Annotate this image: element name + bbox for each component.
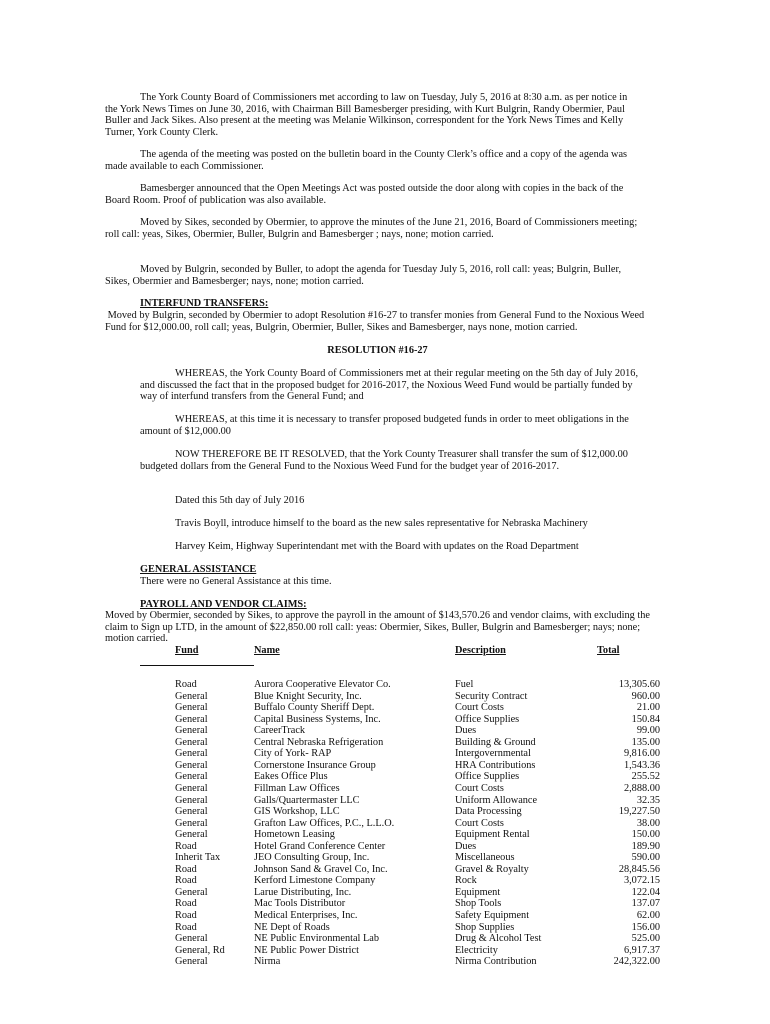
cell-name: Hometown Leasing [254, 829, 335, 841]
paragraph-payroll-motion: Moved by Obermier, seconded by Sikes, to approve the payroll in the amount of $143,570.26 and vendor claims, with excluding the claim to Sign up LTD, in the amount of $22,850.00 roll call: yeas: Obermier, Sikes, Buller, Bulgrin and Bamesberger; nays; none; motion carried. [105, 610, 650, 645]
cell-name: Buffalo County Sheriff Dept. [254, 702, 375, 714]
paragraph-resolved: NOW THEREFORE BE IT RESOLVED, that the York County Treasurer shall transfer the sum of $12,000.00 budgeted dollars from the General Fund to the Noxious Weed Fund for the budget year of 2016-2017. [140, 449, 628, 472]
cell-fund: General [175, 806, 208, 818]
cell-description: Office Supplies [455, 771, 520, 783]
cell-fund: General [175, 748, 208, 760]
paragraph-interfund-motion: Moved by Bulgrin, seconded by Obermier to adopt Resolution #16-27 to transfer monies from General Fund to the Noxious Weed Fund for $12,000.00, roll call; yeas, Bulgrin, Obermier, Buller, Sikes and Bamesberger, nays none, motion carried. [105, 310, 647, 333]
cell-fund: General [175, 886, 208, 898]
column-header-fund: Fund [175, 645, 199, 656]
cell-total: 28,845.56 [618, 863, 660, 875]
cell-total: 1,543.36 [623, 759, 660, 771]
cell-total: 590.00 [631, 852, 660, 864]
cell-fund: General [175, 713, 208, 725]
paragraph-whereas-2: WHEREAS, at this time it is necessary to transfer proposed budgeted funds in order to meet obligations in the amount of $12,000.00 [140, 414, 629, 437]
cell-total: 9,816.00 [623, 748, 660, 760]
table-row [0, 737, 770, 749]
cell-description: Equipment Rental [455, 829, 530, 841]
table-row [0, 887, 770, 899]
table-row [0, 725, 770, 737]
cell-fund: Inherit Tax [175, 852, 221, 864]
cell-name: Blue Knight Security, Inc. [254, 690, 362, 702]
paragraph-boyll-introduction: Travis Boyll, introduce himself to the board as the new sales representative for Nebraska Machinery [175, 518, 588, 529]
cell-description: Safety Equipment [455, 910, 530, 921]
table-row [0, 771, 770, 783]
cell-fund: Road [175, 921, 197, 933]
cell-name: Grafton Law Offices, P.C., L.L.O. [254, 817, 395, 829]
table-row [0, 841, 770, 853]
cell-description: Electricity [455, 944, 498, 956]
table-row [0, 945, 770, 957]
cell-name: Capital Business Systems, Inc. [254, 713, 381, 725]
cell-description: Uniform Allowance [455, 794, 538, 806]
cell-name: Mac Tools Distributor [254, 898, 346, 910]
table-row [0, 691, 770, 703]
heading-payroll-vendor-claims: PAYROLL AND VENDOR CLAIMS: [140, 599, 307, 610]
paragraph-agenda-posted: The agenda of the meeting was posted on the bulletin board in the County Clerk’s office and a copy of the agenda was made available to each Commissioner. [105, 149, 628, 172]
cell-fund: Road [175, 840, 197, 852]
paragraph-whereas-1: WHEREAS, the York County Board of Commissioners met at their regular meeting on the 5th day of July 2016, and discussed the fact that in the proposed budget for 2016-2017, the Noxious Weed Fund would be partially funded by way of interfund transfers from the General Fund; and [140, 368, 639, 403]
cell-description: Shop Supplies [455, 921, 515, 933]
table-row [0, 898, 770, 910]
cell-description: Court Costs [455, 817, 504, 829]
cell-total: 255.52 [631, 771, 660, 783]
cell-total: 99.00 [636, 725, 660, 737]
table-row [0, 795, 770, 807]
cell-total: 122.04 [631, 886, 660, 898]
cell-name: Kerford Limestone Company [254, 875, 376, 887]
cell-name: JEO Consulting Group, Inc. [254, 852, 370, 864]
table-row [0, 702, 770, 714]
cell-fund: General [175, 725, 208, 737]
cell-name: Central Nebraska Refrigeration [254, 736, 384, 748]
cell-total: 38.00 [636, 817, 660, 829]
cell-fund: General [175, 736, 208, 748]
cell-total: 6,917.37 [623, 944, 660, 956]
cell-total: 62.00 [636, 910, 660, 921]
cell-total: 242,322.00 [613, 956, 660, 968]
cell-name: Larue Distributing, Inc. [254, 886, 352, 898]
table-row [0, 875, 770, 887]
cell-fund: General [175, 702, 208, 714]
cell-name: City of York- RAP [254, 748, 332, 760]
cell-description: Shop Tools [455, 898, 502, 910]
paragraph-dated: Dated this 5th day of July 2016 [175, 495, 305, 506]
cell-description: Building & Ground [455, 736, 536, 748]
header-divider [140, 665, 254, 666]
paragraph-minutes-approval: Moved by Sikes, seconded by Obermier, to approve the minutes of the June 21, 2016, Board of Commissioners meeting; roll call: yeas, Sikes, Obermier, Buller, Bulgrin and Bamesberger ; nays, none; motion carried. [105, 217, 638, 240]
cell-description: Equipment [455, 886, 501, 898]
cell-name: CareerTrack [254, 725, 306, 737]
cell-total: 32.35 [636, 794, 660, 806]
paragraph-agenda-adoption: Moved by Bulgrin, seconded by Buller, to adopt the agenda for Tuesday July 5, 2016, roll call: yeas; Bulgrin, Buller, Sikes, Obermier and Bamesberger; nays, none; motion carried. [105, 264, 622, 287]
paragraph-keim-update: Harvey Keim, Highway Superintendant met with the Board with updates on the Road Department [175, 541, 579, 552]
cell-name: Aurora Cooperative Elevator Co. [254, 679, 391, 690]
cell-description: Court Costs [455, 782, 504, 794]
cell-fund: General, Rd [175, 944, 225, 956]
column-header-name: Name [254, 645, 280, 656]
cell-description: Security Contract [455, 690, 528, 702]
cell-total: 150.00 [631, 829, 660, 841]
cell-total: 13,305.60 [618, 679, 660, 690]
cell-fund: General [175, 759, 208, 771]
cell-description: HRA Contributions [455, 759, 536, 771]
cell-fund: Road [175, 898, 197, 910]
cell-total: 2,888.00 [623, 782, 660, 794]
table-row [0, 806, 770, 818]
cell-description: Dues [455, 840, 477, 852]
cell-description: Court Costs [455, 702, 504, 714]
cell-total: 135.00 [631, 736, 660, 748]
cell-total: 21.00 [636, 702, 660, 714]
cell-fund: Road [175, 910, 197, 921]
cell-description: Intergovernmental [455, 748, 531, 760]
cell-fund: General [175, 956, 208, 968]
table-row [0, 714, 770, 726]
cell-total: 19,227.50 [618, 806, 660, 818]
table-row [0, 760, 770, 772]
cell-fund: General [175, 771, 208, 783]
cell-fund: Road [175, 875, 197, 887]
cell-description: Fuel [455, 679, 474, 690]
cell-fund: Road [175, 863, 197, 875]
cell-name: NE Dept of Roads [254, 921, 330, 933]
table-row [0, 679, 770, 691]
cell-description: Miscellaneous [455, 852, 515, 864]
cell-name: Nirma [254, 956, 281, 968]
cell-total: 960.00 [631, 690, 660, 702]
table-row [0, 956, 770, 968]
column-header-total: Total [597, 645, 620, 656]
paragraph-open-meetings-act: Bamesberger announced that the Open Meetings Act was posted outside the door along with copies in the back of the Board Room. Proof of publication was also available. [105, 183, 624, 206]
table-row [0, 818, 770, 830]
table-row [0, 864, 770, 876]
cell-description: Rock [455, 875, 477, 887]
table-row [0, 783, 770, 795]
cell-total: 137.07 [631, 898, 660, 910]
table-row [0, 852, 770, 864]
cell-total: 156.00 [631, 921, 660, 933]
cell-description: Drug & Alcohol Test [455, 933, 542, 945]
cell-description: Nirma Contribution [455, 956, 537, 968]
heading-general-assistance: GENERAL ASSISTANCE [140, 564, 257, 575]
cell-total: 3,072.15 [623, 875, 660, 887]
cell-description: Gravel & Royalty [455, 863, 529, 875]
resolution-title: RESOLUTION #16-27 [327, 345, 428, 356]
heading-interfund-transfers: INTERFUND TRANSFERS: [140, 298, 269, 309]
cell-name: Eakes Office Plus [254, 771, 328, 783]
column-header-description: Description [455, 645, 506, 656]
cell-name: Hotel Grand Conference Center [254, 840, 386, 852]
table-row [0, 829, 770, 841]
cell-description: Dues [455, 725, 477, 737]
cell-description: Office Supplies [455, 713, 520, 725]
cell-name: GIS Workshop, LLC [254, 806, 340, 818]
cell-name: Medical Enterprises, Inc. [254, 910, 358, 921]
table-row [0, 922, 770, 934]
cell-name: Johnson Sand & Gravel Co, Inc. [254, 863, 388, 875]
cell-description: Data Processing [455, 806, 522, 818]
paragraph-meeting-opening: The York County Board of Commissioners met according to law on Tuesday, July 5, 2016 at 8:30 a.m. as per notice in the York News Times on June 30, 2016, with Chairman Bill Bamesberger presiding, with Kurt Bulgrin, Randy Obermier, Paul Buller and Jack Sikes. Also present at the meeting was Melanie Wilkinson, correspondent for the York News Times and Kelly Turner, York County Clerk. [105, 92, 628, 138]
cell-fund: General [175, 782, 208, 794]
cell-fund: General [175, 817, 208, 829]
cell-name: NE Public Power District [254, 944, 359, 956]
cell-total: 189.90 [631, 840, 660, 852]
table-row [0, 910, 770, 922]
cell-name: Fillman Law Offices [254, 782, 340, 794]
paragraph-general-assistance: There were no General Assistance at this time. [140, 576, 332, 587]
cell-name: NE Public Environmental Lab [254, 933, 379, 945]
cell-fund: General [175, 933, 208, 945]
table-row [0, 748, 770, 760]
cell-fund: Road [175, 679, 197, 690]
cell-fund: General [175, 690, 208, 702]
cell-fund: General [175, 794, 208, 806]
cell-total: 150.84 [631, 713, 660, 725]
table-row [0, 933, 770, 945]
cell-name: Cornerstone Insurance Group [254, 759, 376, 771]
cell-name: Galls/Quartermaster LLC [254, 794, 360, 806]
cell-total: 525.00 [631, 933, 660, 945]
cell-fund: General [175, 829, 208, 841]
